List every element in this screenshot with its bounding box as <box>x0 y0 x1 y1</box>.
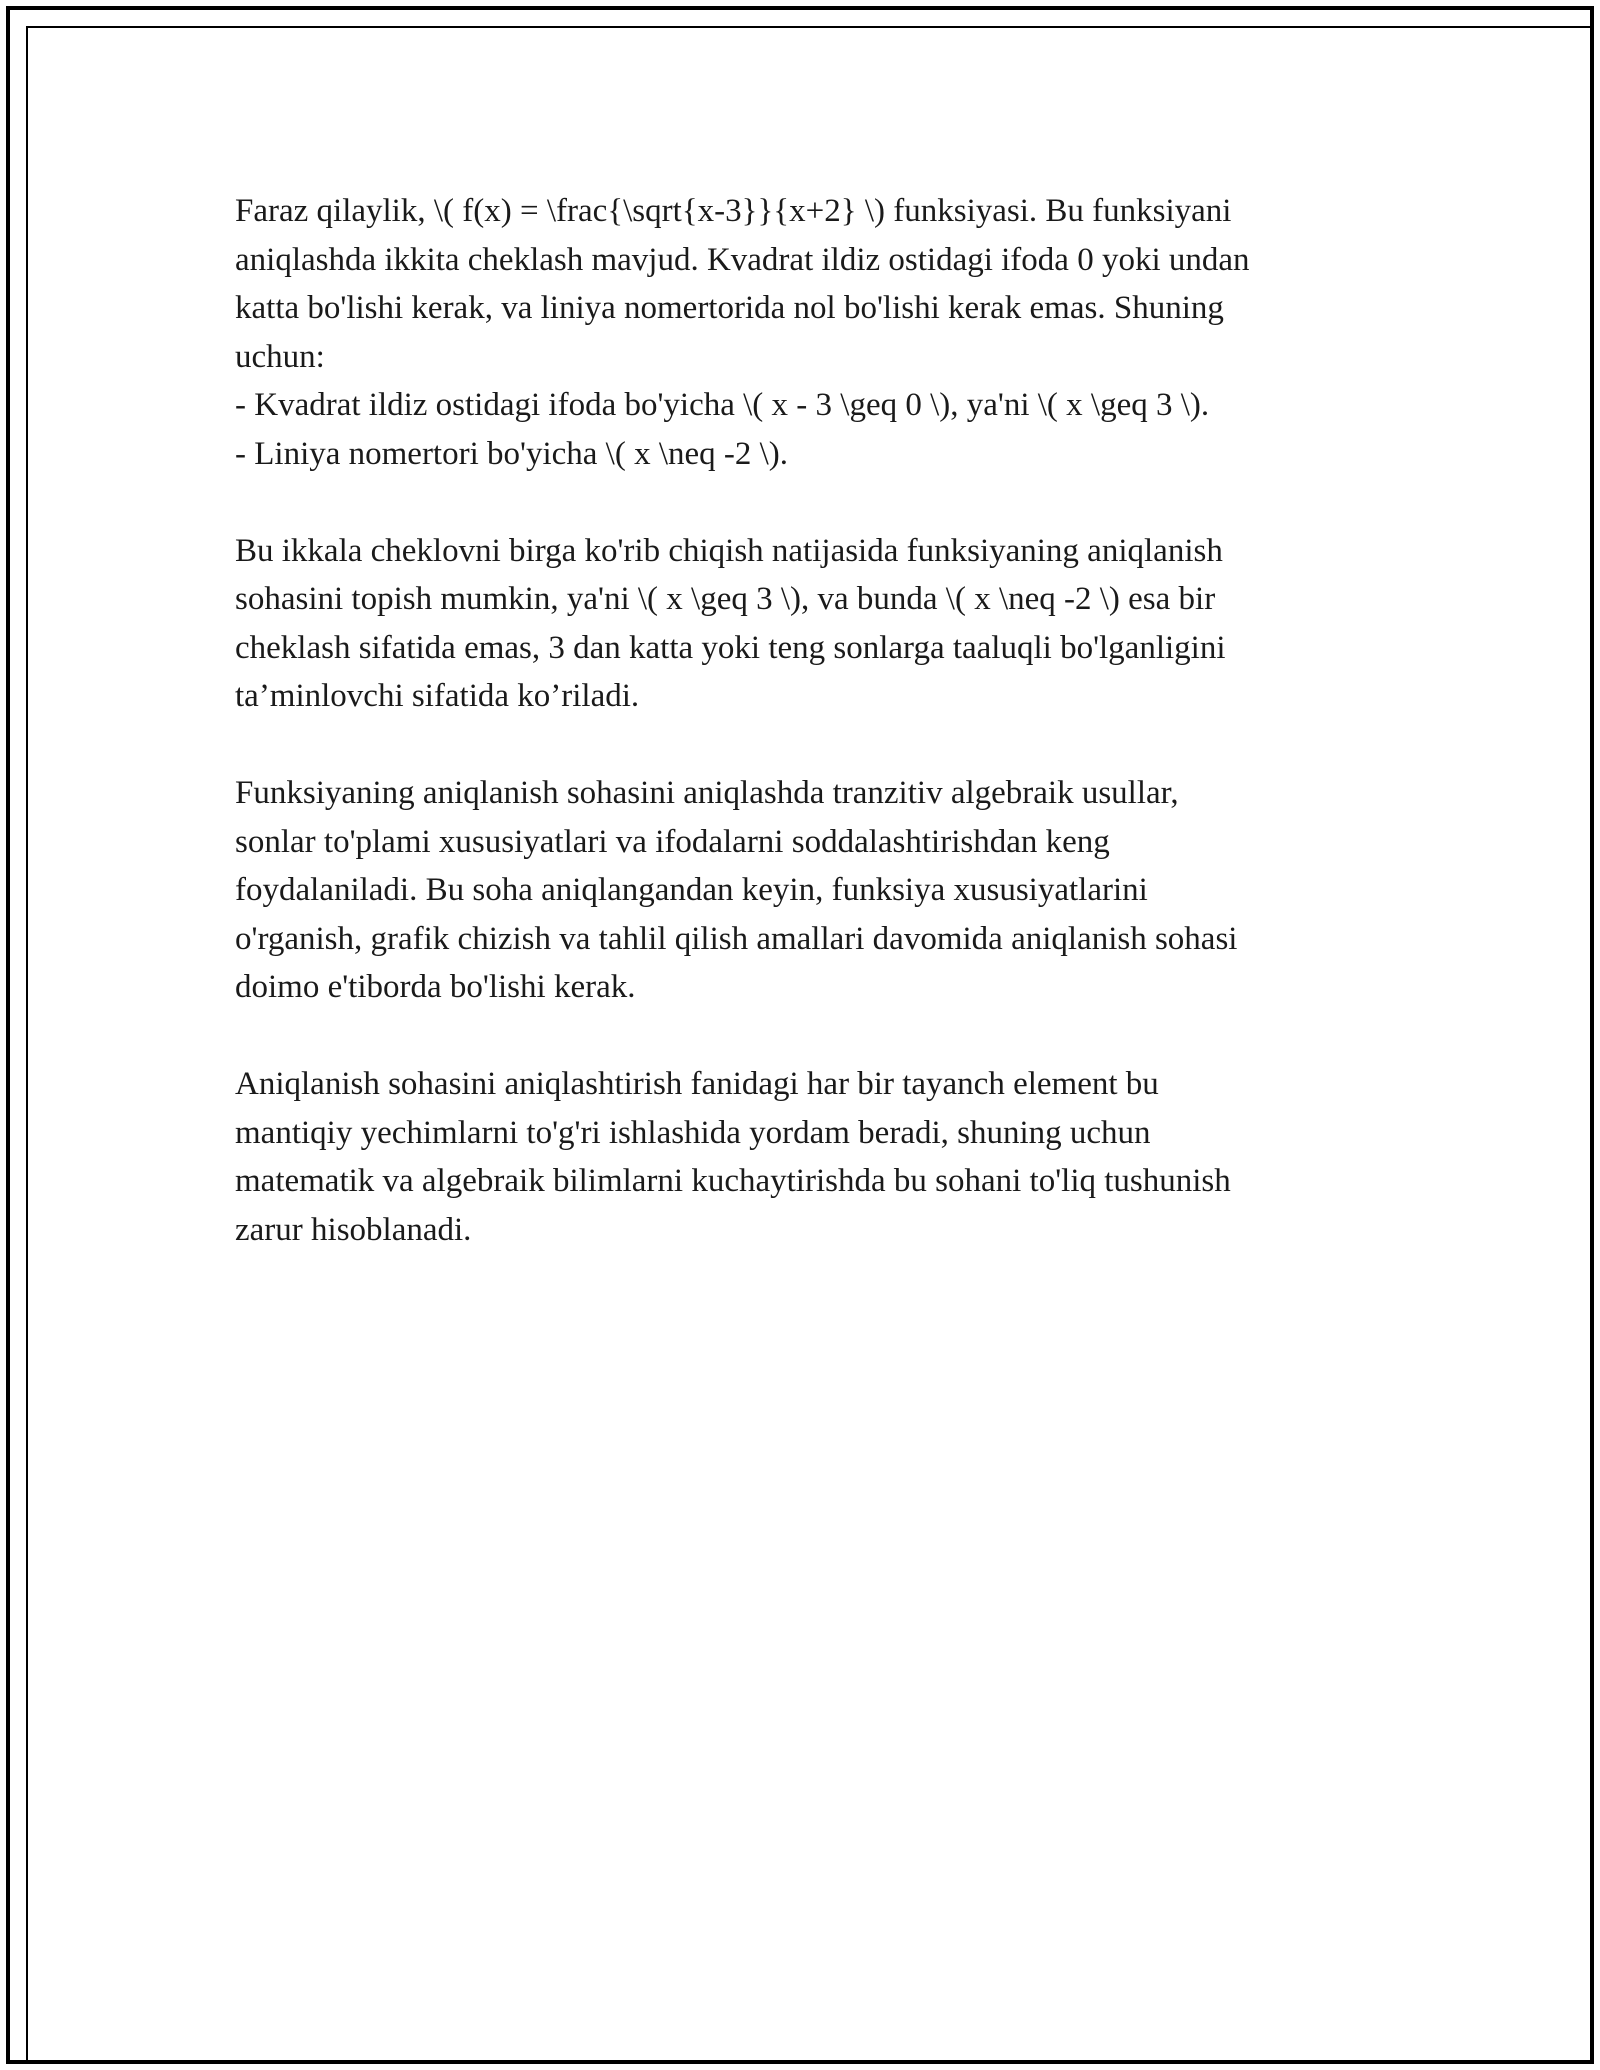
text-line: ta’minlovchi sifatida ko’riladi. <box>235 678 640 714</box>
text-line: matematik va algebraik bilimlarni kuchaytirishda bu sohani to'liq tushunish <box>235 1163 1231 1199</box>
text-line: zarur hisoblanadi. <box>235 1211 472 1248</box>
text-line: mantiqiy yechimlarni to'g'ri ishlashida yordam beradi, shuning uchun <box>235 1114 1151 1151</box>
text-line: katta bo'lishi kerak, va liniya nomertorida nol bo'lishi kerak emas. Shuning <box>235 290 1224 326</box>
text-line: sohasini topish mumkin, ya'ni \( x \geq 3 \), va bunda \( x \neq -2 \) esa bir <box>235 581 1216 617</box>
text-line: Faraz qilaylik, \( f(x) = \frac{\sqrt{x-3}}{x+2} \) funksiyasi. Bu funksiyani <box>235 193 1232 229</box>
text-line: cheklash sifatida emas, 3 dan katta yoki teng sonlarga taaluqli bo'lganligini <box>235 629 1226 666</box>
list-item-denominator-condition: - Liniya nomertori bo'yicha \( x \neq -2 \). <box>235 435 789 472</box>
document-body <box>235 187 1375 1303</box>
text-line: foydalaniladi. Bu soha aniqlangandan keyin, funksiya xususiyatlarini <box>235 872 1148 908</box>
text-line: aniqlashda ikkita cheklash mavjud. Kvadrat ildiz ostidagi ifoda 0 yoki undan <box>235 241 1250 278</box>
text-line: doimo e'tiborda bo'lishi kerak. <box>235 969 636 1005</box>
text-line: uchun: <box>235 338 325 375</box>
list-item-sqrt-condition: - Kvadrat ildiz ostidagi ifoda bo'yicha \( x - 3 \geq 0 \), ya'ni \( x \geq 3 \). <box>235 387 1210 423</box>
paragraph-conclusion <box>235 1060 1375 1254</box>
text-line: Bu ikkala cheklovni birga ko'rib chiqish natijasida funksiyaning aniqlanish <box>235 532 1223 569</box>
paragraph-domain-constraints <box>235 187 1375 478</box>
paragraph-domain-result <box>235 527 1375 721</box>
paragraph-methods <box>235 769 1375 1012</box>
text-line: o'rganish, grafik chizish va tahlil qilish amallari davomida aniqlanish sohasi <box>235 920 1238 957</box>
text-line: Funksiyaning aniqlanish sohasini aniqlashda tranzitiv algebraik usullar, <box>235 775 1179 811</box>
text-line: sonlar to'plami xususiyatlari va ifodalarni soddalashtirishdan keng <box>235 823 1110 860</box>
text-line: Aniqlanish sohasini aniqlashtirish fanidagi har bir tayanch element bu <box>235 1066 1159 1102</box>
